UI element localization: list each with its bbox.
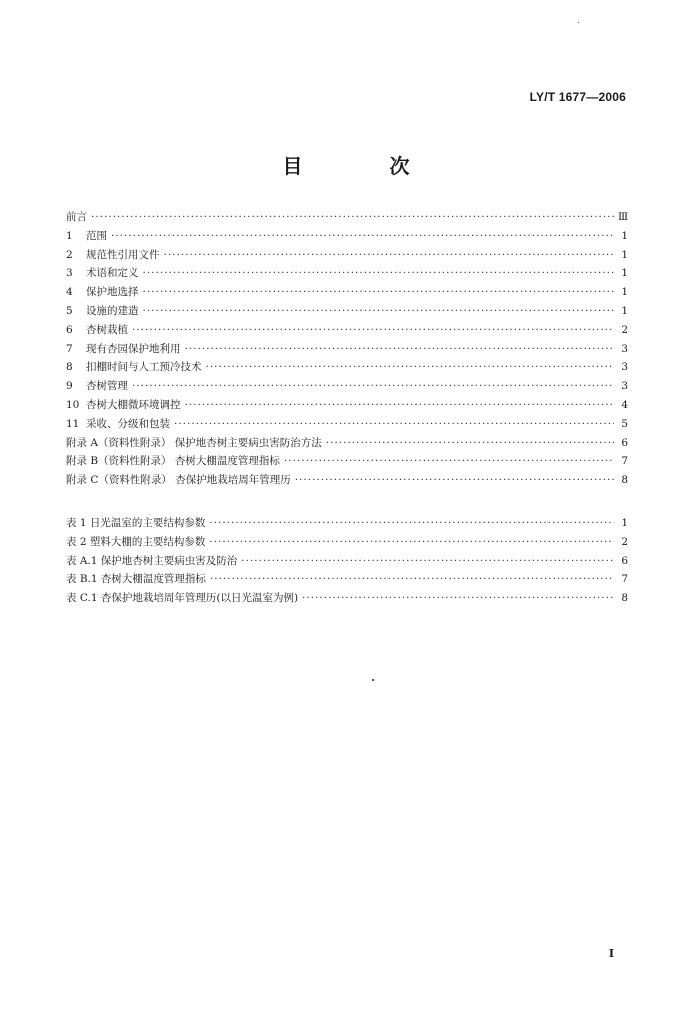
toc-entry-number: 6 [66,323,73,336]
table-entry-label: 表 2 塑料大棚的主要结构参数 [66,535,206,548]
table-entry[interactable] [66,553,628,572]
toc-list [66,209,628,491]
table-entry[interactable] [66,590,628,609]
toc-entry-label: 保护地选择 [86,286,139,299]
leader-dots [295,474,614,486]
toc-entry-number: 9 [66,380,73,393]
leader-dots [132,380,614,392]
toc-entry-page: 2 [621,323,628,336]
toc-entry-label: 现有杏园保护地利用 [86,342,181,355]
toc-entry-label: 附录 B（资料性附录） 杏树大棚温度管理指标 [66,455,280,468]
toc-entry[interactable] [66,397,628,416]
toc-entry-label: 杏树大棚微环境调控 [86,398,181,411]
leader-dots [206,361,615,373]
leader-dots [185,343,615,355]
leader-dots [143,286,615,298]
scan-speck [372,679,374,681]
toc-entry-page: 7 [621,455,628,468]
toc-entry-label: 前言 [66,211,87,223]
table-entry-page: 2 [621,535,628,548]
toc-entry[interactable] [66,228,628,247]
toc-entry[interactable] [66,472,628,491]
leader-dots [164,249,615,261]
toc-entry-number: 8 [66,361,73,374]
leader-dots [209,536,614,548]
toc-entry[interactable] [66,359,628,378]
toc-entry-page: Ⅲ [618,211,629,223]
leader-dots [143,267,615,279]
toc-entry[interactable] [66,303,628,322]
leader-dots [185,399,615,411]
toc-entry[interactable] [66,247,628,266]
toc-entry[interactable] [66,453,628,472]
toc-entry-page: 1 [621,267,628,280]
toc-entry-page: 1 [621,286,628,299]
toc-entry-number: 1 [66,229,73,242]
table-list [66,515,628,609]
toc-entry-number: 11 [66,417,80,430]
toc-entry-page: 8 [621,474,628,487]
toc-entry-label: 范围 [86,229,107,242]
toc-entry-page: 1 [621,229,628,242]
table-entry[interactable] [66,534,628,553]
toc-entry[interactable] [66,265,628,284]
toc-entry-label: 杏树栽植 [86,323,128,336]
leader-dots [143,305,615,317]
scan-speck [578,22,579,23]
standard-code: LY/T 1677—2006 [529,90,626,104]
toc-entry[interactable] [66,416,628,435]
leader-dots [111,230,614,242]
toc-entry[interactable] [66,435,628,454]
leader-dots [241,555,614,567]
table-entry-label: 表 C.1 杏保护地栽培周年管理历(以日光温室为例) [66,592,299,605]
toc-entry-number: 5 [66,304,73,317]
toc-entry-number: 10 [66,398,80,411]
toc-entry-page: 3 [621,342,628,355]
table-entry-page: 8 [621,592,628,605]
toc-entry-label: 附录 A（资料性附录） 保护地杏树主要病虫害防治方法 [66,436,322,449]
toc-entry-label: 设施的建造 [86,304,139,317]
toc-entry[interactable] [66,322,628,341]
toc-entry[interactable] [66,209,628,228]
toc-entry-page: 4 [621,398,628,411]
table-entry[interactable] [66,571,628,590]
toc-entry[interactable] [66,284,628,303]
toc-entry-page: 3 [621,361,628,374]
leader-dots [132,324,614,336]
toc-entry-number: 7 [66,342,73,355]
page-title: 目 次 [282,154,450,178]
table-entry-label: 表 B.1 杏树大棚温度管理指标 [66,573,206,586]
table-entry-page: 7 [621,573,628,586]
table-entry-page: 1 [621,517,628,529]
table-entry-page: 6 [621,554,628,567]
toc-entry-number: 2 [66,248,73,261]
toc-entry[interactable] [66,341,628,360]
toc-entry-number: 3 [66,267,73,280]
leader-dots [302,592,614,604]
toc-entry-label: 术语和定义 [86,267,139,280]
toc-entry-page: 6 [621,436,628,449]
leader-dots [284,455,614,467]
toc-entry-label: 附录 C（资料性附录） 杏保护地栽培周年管理历 [66,474,291,487]
leader-dots [210,573,614,585]
toc-entry-page: 5 [621,417,628,430]
toc-entry-page: 1 [621,248,628,261]
toc-entry-label: 扣棚时间与人工预冷技术 [86,361,202,374]
toc-entry[interactable] [66,378,628,397]
page-number: I [608,947,614,960]
toc-entry-number: 4 [66,286,73,299]
leader-dots [174,418,614,430]
table-entry[interactable] [66,515,628,534]
toc-entry-page: 3 [621,380,628,393]
toc-entry-label: 规范性引用文件 [86,248,160,261]
table-entry-label: 表 A.1 保护地杏树主要病虫害及防治 [66,554,238,567]
leader-dots [91,211,614,223]
leader-dots [326,437,614,449]
toc-entry-label: 采收、分级和包装 [86,417,170,430]
toc-entry-label: 杏树管理 [86,380,128,393]
toc-entry-page: 1 [621,304,628,317]
leader-dots [209,517,614,529]
table-entry-label: 表 1 日光温室的主要结构参数 [66,517,206,529]
